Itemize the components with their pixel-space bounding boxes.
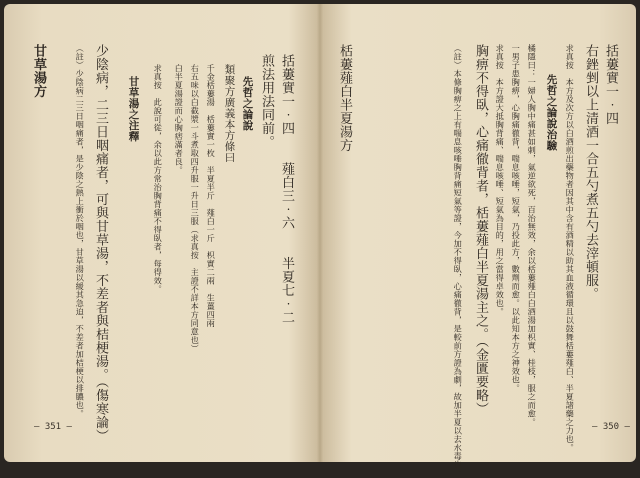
book-spread (4, 4, 636, 478)
page-number-right: — 350 — (592, 422, 630, 432)
right-col-1: 括蔞實一‧四 (603, 44, 618, 125)
left-col-2: 煎法用法同前。 (259, 54, 274, 149)
left-page (4, 4, 318, 462)
left-col-10: 少陰病，二三日咽痛者，可與甘草湯，不差者與桔梗湯。（傷寒論） (93, 44, 108, 443)
left-col-6: 右五味以白截漿一斗煮取四升服一升日三服（求真按 主證不詳本方同意也） (190, 64, 201, 353)
left-col-8: 求真按 此說可從，余以此方常治胸背痛不得臥者，每得效。 (153, 64, 164, 294)
left-col-11: （註）少陰病二三日咽痛者，是少陰之熱上衝於咽也，甘草湯以緩其急迫，不差者加桔梗以排膿也。 (75, 44, 86, 418)
right-col-6: 一男子患胸痹，心胸痛徹背，喘息咳唾，短氣，乃投此方，數劑而愈。以此知本方之神效也。 (511, 44, 522, 393)
right-col-2: 右銼剉以上清酒一合五勺煮五勺去滓頓服。 (583, 44, 598, 301)
right-col-9: （註）本條胸痹之上有喘息咳唾胸背痛短氣等證，今加不得臥，心痛徹背，是較前方證為劇，故加半夏以去水毒也。 (453, 44, 464, 478)
right-col-10: 栝蔞薤白半夏湯方 (337, 44, 352, 152)
page-number-left: — 351 — (34, 422, 72, 432)
right-col-8: 胸痹不得臥，心痛徹背者，栝蔞薤白半夏湯主之。（金匱要略） (473, 44, 488, 416)
right-col-3: 求真按 本方及次方以白酒煎出藥物者因其中含有酒精以助其血液循環且以鼓舞栝蔞薤白、半夏諸藥之力也。 (565, 44, 576, 452)
right-col-4-heading: 先哲之論說治驗 (545, 74, 558, 151)
left-col-1: 括蔞實一‧四 薤白三‧六 半夏七‧二 (279, 54, 294, 324)
right-col-5: 橘隱曰：一婦人胸中痛甚如刺，氣逆欲死，百治無效，余以栝蔞薤白白酒湯加枳實、桂枝，服之而愈。 (527, 44, 538, 427)
left-col-12: 甘草湯方 (31, 44, 46, 98)
right-col-7: 求真按 本方證大抵胸背痛、喘息咳唾、短氣為目的，用之當得卓效也。 (495, 44, 506, 316)
left-col-3-heading: 先哲之論說 (241, 76, 254, 131)
left-col-4: 類聚方廣義本方條曰 (223, 64, 236, 163)
left-col-7: 白半夏湯證而心胸痞滿者良。 (174, 64, 185, 175)
left-col-9-heading: 甘草湯之注釋 (127, 76, 140, 142)
left-col-5: 千金栝蔞湯 栝蔞實一枚 半夏半斤 薤白一斤 枳實二兩 生薑四兩 (206, 64, 217, 328)
right-page (322, 4, 636, 478)
